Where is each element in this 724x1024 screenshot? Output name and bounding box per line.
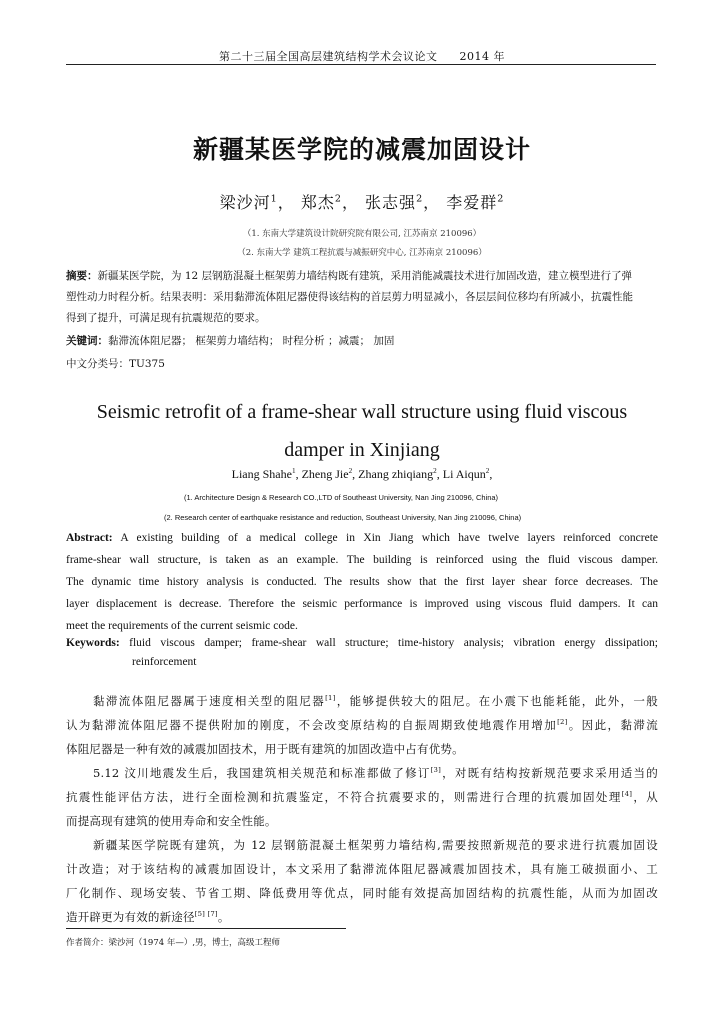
body-line: 计改造；对于该结构的减震加固设计，本文采用了黏滞流体阻尼器减震加固技术，具有施工破损面小、工	[66, 862, 658, 876]
author-cn: 张志强	[365, 193, 417, 212]
classification-cn: 中文分类号：TU375	[66, 358, 165, 370]
running-header	[0, 48, 724, 64]
author-cn: 郑杰	[300, 193, 335, 212]
body-line: 厂化制作、现场安装、节省工期、降低费用等优点，同时能有效提高加固结构的抗震性能，从而为加固改	[66, 886, 658, 900]
title-en-line: Seismic retrofit of a frame-shear wall structure using fluid viscous	[96, 401, 628, 423]
abstract-en-line: Abstract: A existing building of a medical college in Xin Jiang which have twelve layers reinforced concrete	[66, 532, 658, 544]
body-line: 而提高现有建筑的使用寿命和安全性能。	[66, 814, 277, 828]
abstract-cn-label: 摘要：	[66, 270, 98, 282]
keywords-en-label: Keywords:	[66, 637, 120, 649]
author-footnote: 作者简介：梁沙河（1974 年—）,男，博士，高级工程师	[66, 938, 281, 948]
author-cn: 李爱群	[446, 193, 498, 212]
abstract-en-line: meet the requirements of the current seismic code.	[66, 620, 298, 632]
affiliation-cn: （2. 东南大学 建筑工程抗震与减振研究中心, 江苏南京 210096）	[237, 248, 487, 258]
body-line: 5.12 汶川地震发生后，我国建筑相关规范和标准都做了修订[3]，对既有结构按新规范要求采用适当的	[93, 766, 658, 780]
abstract-en-line: frame-shear wall structure, is taken as an example. The building is reinforced using the fluid viscous damper.	[66, 554, 658, 566]
conference-year: 2014 年	[459, 50, 505, 63]
affiliation-en: (2. Research center of earthquake resistance and reduction, Southeast University, Nan Jing 210096, China)	[164, 513, 522, 522]
body-line: 黏滞流体阻尼器属于速度相关型的阻尼器[1]，能够提供较大的阻尼。在小震下也能耗能，此外，一般	[93, 694, 658, 708]
body-line: 造开辟更为有效的新途径[5] [7]。	[66, 910, 230, 924]
body-line: 体阻尼器是一种有效的减震加固技术，用于既有建筑的加固改造中占有优势。	[66, 742, 464, 756]
abstract-en-line: The dynamic time history analysis is conducted. The results show that the first layer shear force decreases. The	[66, 576, 658, 588]
abstract-cn-line: 得到了提升，可满足现有抗震规范的要求。	[66, 312, 266, 324]
conference-name: 第二十三届全国高层建筑结构学术会议论文	[219, 50, 438, 63]
header-rule	[66, 64, 656, 65]
footnote-rule	[66, 928, 346, 929]
abstract-en-label: Abstract:	[66, 532, 113, 544]
abstract-en-line: layer displacement is decrease. Therefore the seismic performance is improved using viscous fluid dampers. It can	[66, 598, 658, 610]
body-line: 抗震性能评估方法，进行全面检测和抗震鉴定，不符合抗震要求的，则需进行合理的抗震加固处理[4]，从	[66, 790, 658, 804]
keywords-en: Keywords: fluid viscous damper; frame-shear wall structure; time-history analysis; vibration energy dissipation;	[66, 637, 659, 649]
authors-en: Liang Shahe$^1$, Zheng Jie$^2$, Zhang zhiqiang$^2$, Li Aiqun$^2$,	[231, 467, 493, 481]
abstract-cn-line: 摘要：新疆某医学院，为 12 层钢筋混凝土框架剪力墙结构既有建筑，采用消能减震技术进行加固改造，建立模型进行了弹	[66, 270, 633, 282]
keywords-cn-label: 关键词：	[66, 335, 108, 347]
body-line: 新疆某医学院既有建筑，为 12 层钢筋混凝土框架剪力墙结构,需要按照新规范的要求进行抗震加固设	[93, 838, 658, 852]
affiliation-en: (1. Architecture Design & Research CO.,LTD of Southeast University, Nan Jing 210096, China)	[184, 493, 499, 502]
keywords-cn: 关键词：黏滞流体阻尼器； 框架剪力墙结构； 时程分析 ；减震； 加固	[66, 335, 395, 347]
title-en-line: damper in Xinjiang	[284, 439, 440, 461]
affiliation-cn: （1. 东南大学建筑设计院研究院有限公司, 江苏南京 210096）	[242, 229, 482, 239]
keywords-en-cont: reinforcement	[132, 656, 197, 668]
author-cn: 梁沙河	[219, 193, 271, 212]
authors-cn: 梁沙河$^1$， 郑杰$^2$， 张志强$^2$， 李爱群$^2$	[219, 193, 505, 212]
body-line: 认为黏滞流体阻尼器不提供附加的刚度，不会改变原结构的自振周期致使地震作用增加[2]。因此，黏滞流	[66, 718, 658, 732]
abstract-cn-line: 塑性动力时程分析。结果表明：采用黏滞流体阻尼器使得该结构的首层剪力明显减小，各层层间位移均有所减小，抗震性能	[66, 291, 633, 303]
title-cn: 新疆某医学院的减震加固设计	[192, 135, 531, 164]
